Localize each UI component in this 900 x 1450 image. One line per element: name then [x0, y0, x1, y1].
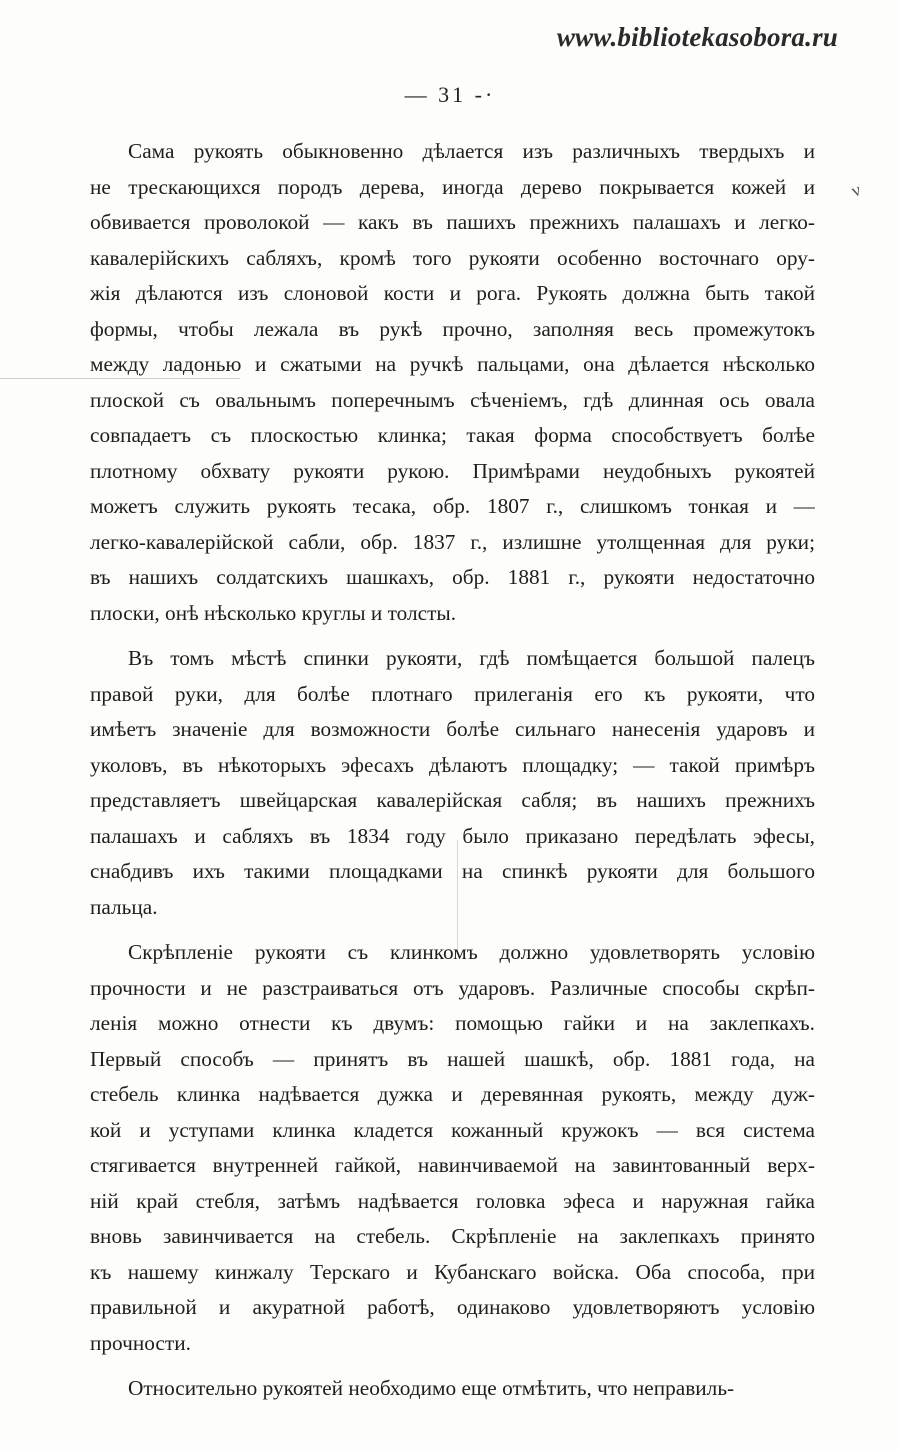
body-text	[90, 134, 815, 1407]
text-line: Скрѣпленіе рукояти съ клинкомъ должно удовлетворять условію	[128, 940, 815, 964]
text-line: легко-кавалерійской сабли, обр. 1837 г., излишне утолщенная для руки;	[90, 529, 815, 554]
text-line: правильной и акуратной работѣ, одинаково удовлетворяютъ условію	[90, 1295, 815, 1319]
text-line: Относительно рукоятей необходимо еще отмѣтить, что неправиль-	[128, 1376, 735, 1400]
text-line: ній край стебля, затѣмъ надѣвается головка эфеса и наружная гайка	[90, 1188, 815, 1213]
text-line: ленія можно отнести къ двумъ: помощью гайки и на заклепкахъ.	[90, 1011, 815, 1035]
text-line: Въ томъ мѣстѣ спинки рукояти, гдѣ помѣщается большой палецъ	[128, 646, 815, 670]
text-line: стебель клинка надѣвается дужка и деревянная рукоять, между дуж-	[90, 1082, 815, 1106]
margin-mark: ν	[848, 179, 864, 201]
text-line: правой руки, для болѣе плотнаго прилеганія его къ рукояти, что	[90, 681, 815, 706]
text-line: совпадаетъ съ плоскостью клинка; такая форма способствуетъ болѣе	[90, 423, 815, 447]
paragraph	[90, 641, 815, 925]
text-line: плоской съ овальнымъ поперечнымъ сѣченіемъ, гдѣ длинная ось овала	[90, 387, 815, 412]
text-line: Сама рукоять обыкновенно дѣлается изъ различныхъ твердыхъ и	[128, 139, 815, 163]
text-line: имѣетъ значеніе для возможности болѣе сильнаго нанесенія ударовъ и	[90, 717, 815, 741]
paragraph	[90, 1371, 815, 1407]
page-number: — 31 -·	[404, 82, 496, 107]
text-line: стягивается внутренней гайкой, навинчиваемой на завинтованный верх-	[90, 1153, 815, 1177]
text-line: пальца.	[90, 894, 158, 919]
text-line: вновь завинчивается на стебель. Скрѣпленіе на заклепкахъ принято	[90, 1224, 815, 1248]
paragraph	[90, 134, 815, 631]
text-line: прочности.	[90, 1330, 191, 1355]
text-line: жія дѣлаются изъ слоновой кости и рога. Рукоять должна быть такой	[90, 281, 815, 305]
text-line: прочности и не разстраиваться отъ ударовъ. Различные способы скрѣп-	[90, 975, 815, 1000]
text-line: между ладонью и сжатыми на ручкѣ пальцами, она дѣлается нѣсколько	[90, 352, 815, 376]
watermark-url: www.bibliotekasobora.ru	[556, 22, 838, 52]
text-line: плотному обхвату рукояти рукою. Примѣрами неудобныхъ рукоятей	[90, 458, 815, 483]
text-line: кавалерійскихъ сабляхъ, кромѣ того рукояти особенно восточнаго ору-	[90, 245, 815, 270]
text-line: палашахъ и сабляхъ въ 1834 году было приказано передѣлать эфесы,	[90, 823, 815, 848]
text-line: кой и уступами клинка кладется кожанный кружокъ — вся система	[90, 1117, 815, 1142]
text-line: представляетъ швейцарская кавалерійская сабля; въ нашихъ прежнихъ	[90, 788, 815, 812]
text-line: къ нашему кинжалу Терскаго и Кубанскаго войска. Оба способа, при	[90, 1259, 815, 1284]
text-line: формы, чтобы лежала въ рукѣ прочно, заполняя весь промежутокъ	[90, 316, 815, 341]
text-line: плоски, онѣ нѣсколько круглы и толсты.	[90, 600, 457, 625]
text-line: обвивается проволокой — какъ въ пашихъ прежнихъ палашахъ и легко-	[90, 210, 815, 234]
text-line: уколовъ, въ нѣкоторыхъ эфесахъ дѣлаютъ площадку; — такой примѣръ	[90, 752, 815, 777]
text-line: снабдивъ ихъ такими площадками на спинкѣ рукояти для большого	[90, 859, 815, 883]
text-line: въ нашихъ солдатскихъ шашкахъ, обр. 1881 г., рукояти недостаточно	[90, 565, 815, 589]
text-line: Первый способъ — принятъ въ нашей шашкѣ, обр. 1881 года, на	[90, 1046, 815, 1071]
paragraph	[90, 935, 815, 1361]
text-line: не трескающихся породъ дерева, иногда дерево покрывается кожей и	[90, 174, 815, 199]
text-line: можетъ служить рукоять тесака, обр. 1807 г., слишкомъ тонкая и —	[90, 494, 815, 518]
